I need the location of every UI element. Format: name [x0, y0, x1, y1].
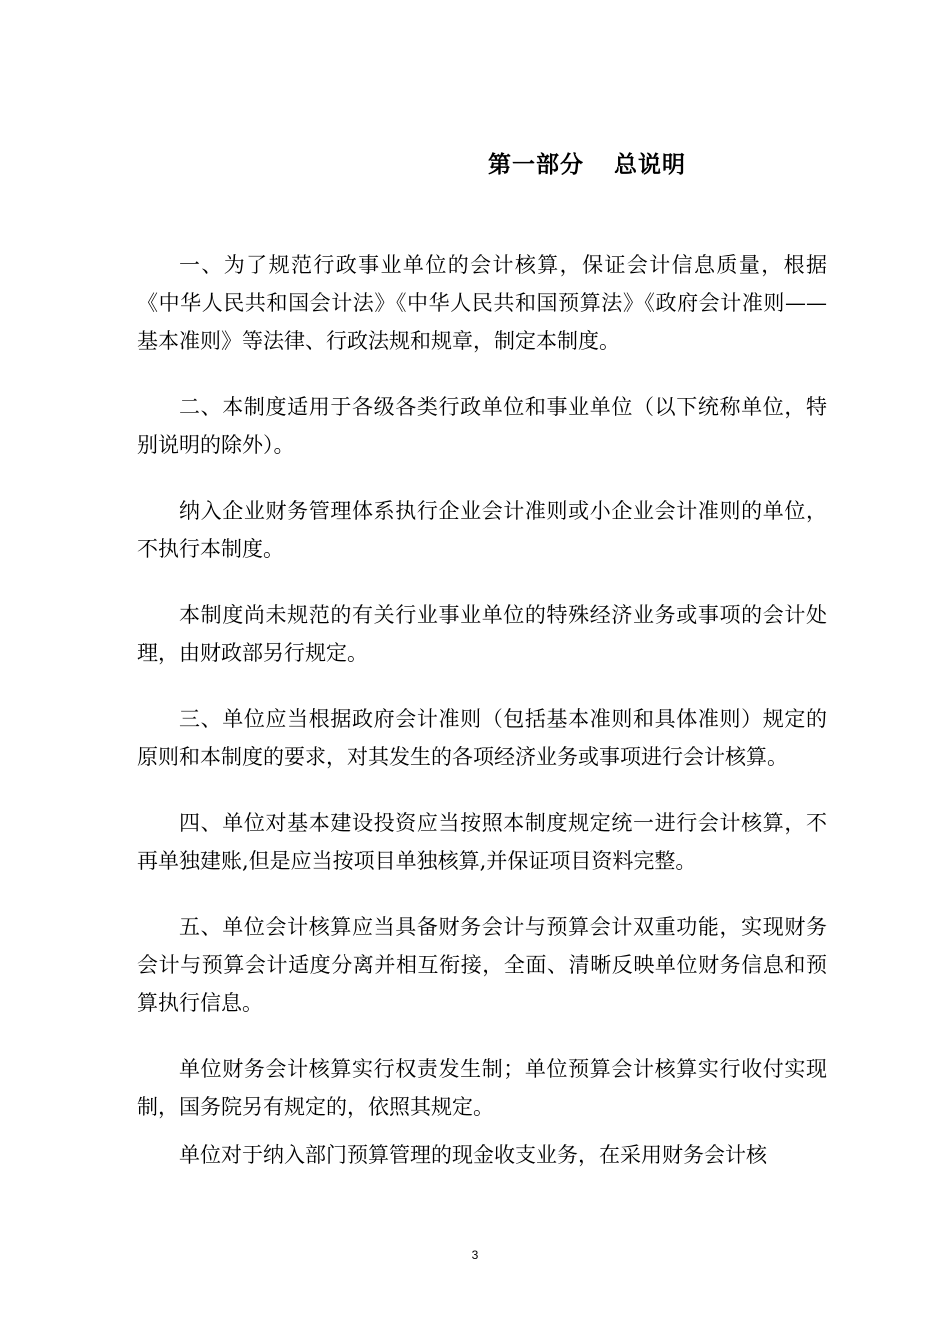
page-number: 3 — [471, 1248, 479, 1262]
heading-title: 总说明 — [614, 151, 686, 178]
paragraph-3: 纳入企业财务管理体系执行企业会计准则或小企业会计准则的单位，不执行本制度。 — [137, 499, 827, 561]
paragraph-2: 二、本制度适用于各级各类行政单位和事业单位（以下统称单位，特别说明的除外）。 — [137, 395, 827, 457]
paragraph-6: 四、单位对基本建设投资应当按照本制度规定统一进行会计核算，不再单独建账,但是应当按项目单独核算,并保证项目资料完整。 — [137, 811, 827, 873]
body-text — [137, 246, 827, 1174]
paragraph-4: 本制度尚未规范的有关行业事业单位的特殊经济业务或事项的会计处理，由财政部另行规定。 — [137, 603, 827, 665]
page-title — [488, 146, 686, 179]
paragraph-7: 五、单位会计核算应当具备财务会计与预算会计双重功能，实现财务会计与预算会计适度分离并相互衔接，全面、清晰反映单位财务信息和预算执行信息。 — [137, 915, 827, 1015]
paragraph-5: 三、单位应当根据政府会计准则（包括基本准则和具体准则）规定的原则和本制度的要求，对其发生的各项经济业务或事项进行会计核算。 — [137, 707, 827, 769]
paragraph-1: 一、为了规范行政事业单位的会计核算，保证会计信息质量，根据《中华人民共和国会计法》《中华人民共和国预算法》《政府会计准则——基本准则》等法律、行政法规和规章，制定本制度。 — [137, 253, 827, 353]
heading-part: 第一部分 — [488, 151, 584, 178]
paragraph-9: 单位对于纳入部门预算管理的现金收支业务，在采用财务会计核 — [179, 1143, 767, 1167]
paragraph-8: 单位财务会计核算实行权责发生制；单位预算会计核算实行收付实现制，国务院另有规定的，依照其规定。 — [137, 1057, 827, 1119]
